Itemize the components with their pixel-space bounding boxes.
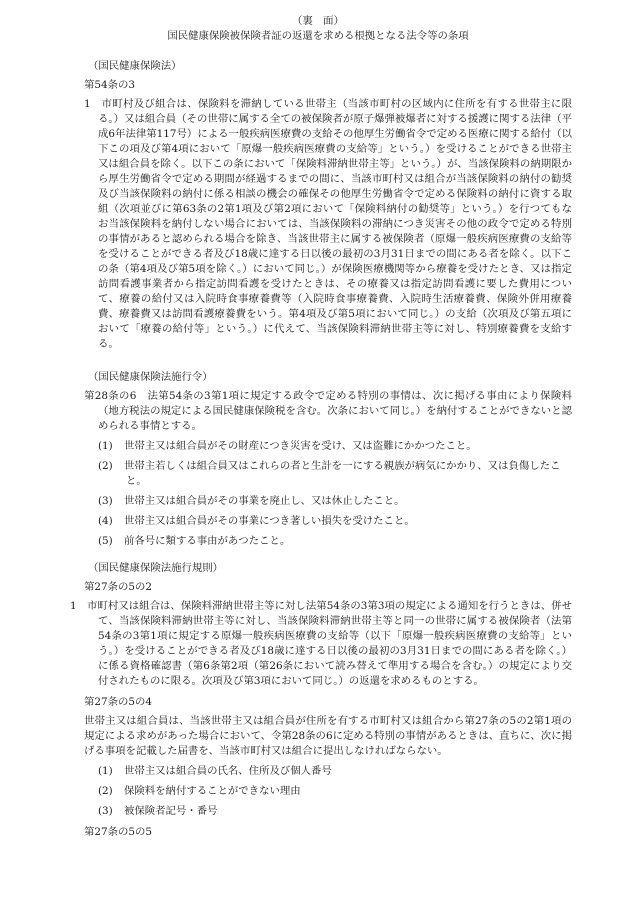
article-54-3-paragraph-1: 1 市町村及び組合は、保険料を滞納している世帯主（当該市町村の区域内に住所を有する世帯主に限る。）又は組合員（その世帯に属する全ての被保険者が原子爆弾被爆者に対する援護に関する法律（平成6年法律第117号）による一般疾病医療費の支給その他厚生労働省令で定める医療に関する給付（以下この項及び第4項において「原爆一般疾病医療費の支給等」という。）を受けることができる世帯主又は組合員を除く。以下この条において「保険料滞納世帯主等」という。）が、当該保険料の納期限から厚生労働省令で定める期間が経過するまでの間に、当該市町村又は組合が当該保険料の納付の勧奨及び当該保険料の納付に係る相談の機会の確保その他厚生労働省令で定める保険料の納付に資する取組（次項並びに第63条の2第1項及び第2項において「保険料納付の勧奨等」という。）を行つてもなお当該保険料を納付しない場合においては、当該保険料の滞納につき災害その他の政令で定める特別の事情があると認められる場合を除き、当該世帯主に属する被保険者（原爆一般疾病医療費の支給等を受けることができる者及び18歳に達する日以後の最初の3月31日までの間にある者を除く。以下この条（第4項及び第5項を除く。）において同じ。）が保険医療機関等から療養を受けたとき、又は指定訪問看護事業者から指定訪問看護を受けたときは、その療養又は指定訪問看護に要した費用について、療養の給付又は入院時食事療養費等（入院時食事療養費、入院時生活療養費、保険外併用療養費、療養費又は訪問看護療養費をいう。第4項及び第5項において同じ。）の支給（次項及び第五項において「療養の給付等」という。）に代えて、当該保険料滞納世帯主等に対し、特別療養費を支給する。 <box>84 98 572 350</box>
article-27-5-5-heading: 第27条の5の5 <box>84 826 153 838</box>
law-heading-order: （国民健康保険法施行令） <box>88 371 213 383</box>
item-text: 世帯主又は組合員がその事業につき著しい損失を受けたこと。 <box>124 515 415 527</box>
item-number: (3) <box>98 805 113 817</box>
item-number: (1) <box>98 440 113 452</box>
law-heading-regulation: （国民健康保険法施行規則） <box>88 562 224 574</box>
law-heading-act: （国民健康保険法） <box>88 60 182 72</box>
item-number: (2) <box>98 785 113 797</box>
item-text: 世帯主若しくは組合員又はこれらの者と生計を一にする親族が病気にかかり、又は負傷したこと。 <box>124 460 561 487</box>
item-text: 世帯主又は組合員がその財産につき災害を受け、又は盗難にかかつたこと。 <box>124 440 477 452</box>
list-item <box>98 459 572 489</box>
item-text: 世帯主又は組合員がその事業を廃止し、又は休止したこと。 <box>124 495 405 507</box>
list-item <box>98 784 572 799</box>
list-item <box>98 804 572 819</box>
article-54-3-heading: 第54条の3 <box>84 79 136 91</box>
page-header <box>64 14 572 45</box>
article-27-5-4-heading: 第27条の5の4 <box>84 696 153 708</box>
list-item <box>98 439 572 454</box>
article-27-5-2-heading: 第27条の5の2 <box>84 581 153 593</box>
item-text: 前各号に類する事由があつたこと。 <box>124 535 291 547</box>
list-item <box>98 494 572 509</box>
document-title: 国民健康保険被保険者証の返還を求める根拠となる法令等の条項 <box>167 30 469 42</box>
item-number: (5) <box>98 535 113 547</box>
article-27-5-4-paragraph: 世帯主又は組合員は、当該世帯主又は組合員が住所を有する市町村又は組合から第27条の5の2第1項の規定による求めがあった場合において、令第28条の6に定める特別の事情があるときは、直ちに、次に掲げる事項を記載した届書を、当該市町村又は組合に提出しなければならない。 <box>84 715 573 757</box>
item-text: 保険料を納付することができない理由 <box>124 785 301 797</box>
list-item <box>98 764 572 779</box>
article-27-5-2-paragraph-1: 1 市町村又は組合は、保険料滞納世帯主等に対し法第54条の3第3項の規定による通知を行うときは、併せて、当該保険料滞納世帯主等に対し、当該保険料滞納世帯主等と同一の世帯に属する被保険者（法第54条の3第1項に規定する原爆一般疾病医療費の支給等（以下「原爆一般疾病医療費の支給等」という。）を受けることができる者及び18歳に達する日以後の最初の3月31日までの間にある者を除く。）に係る資格確認書（第6条第2項（第26条において読み替えて準用する場合を含む。）の規定により交付されたものに限る。次項及び第3項において同じ。）の返還を求めるものとする。 <box>70 600 572 687</box>
item-text: 世帯主又は組合員の氏名、住所及び個人番号 <box>124 765 332 777</box>
list-item <box>98 514 572 529</box>
reverse-side-label: （裏 面） <box>292 15 344 27</box>
list-item <box>98 534 572 549</box>
item-number: (4) <box>98 515 113 527</box>
item-number: (3) <box>98 495 113 507</box>
item-number: (2) <box>98 460 113 472</box>
item-text: 被保険者記号・番号 <box>124 805 218 817</box>
article-28-6-paragraph: 第28条の6 法第54条の3第1項に規定する政令で定める特別の事情は、次に掲げる事由により保険料（地方税法の規定による国民健康保険税を含む。次条において同じ。）を納付することができないと認められる事情とする。 <box>84 390 572 432</box>
item-number: (1) <box>98 765 113 777</box>
